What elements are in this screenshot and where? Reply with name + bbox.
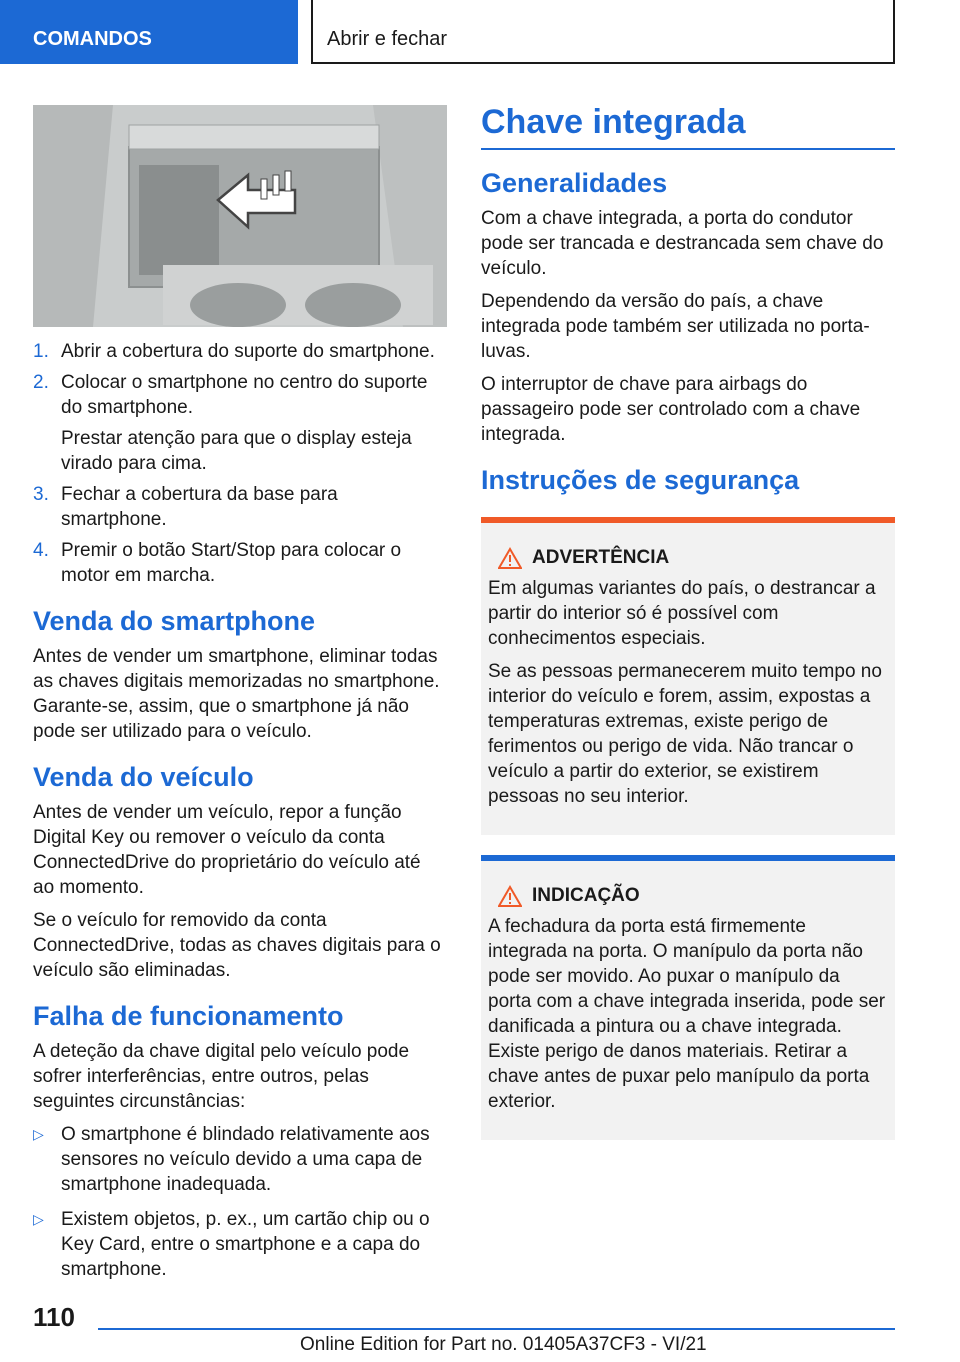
paragraph: Se as pessoas permanecerem muito tempo no interior do veículo e forem, assim, expostas a temperaturas extremas, existe perigo de ferimentos ou perigo de vida. Não trancar o veículo a partir do exterior, se existirem pessoas no seu interior. xyxy=(488,661,882,807)
step-text: Premir o botão Start/Stop para colocar o motor em marcha. xyxy=(61,540,402,586)
warning-header xyxy=(498,545,887,570)
chapter-tab xyxy=(311,0,895,64)
triangle-bullet-icon: ▷ xyxy=(33,1126,44,1142)
paragraph: Antes de vender um smartphone, eliminar todas as chaves digitais memorizadas no smartphone. Garante-se, assim, que o smartphone já não pode ser utilizado para o veículo. xyxy=(33,646,440,742)
notice-header xyxy=(498,883,887,908)
paragraph: Em algumas variantes do país, o destrancar a partir do interior só é possível com conhecimentos especiais. xyxy=(488,578,876,649)
list-item xyxy=(33,538,447,588)
warning-label: ADVERTÊNCIA xyxy=(532,547,670,568)
step-number: 4. xyxy=(33,540,49,561)
list-item xyxy=(33,1207,447,1282)
warning-triangle-icon xyxy=(498,547,522,569)
heading-sale-vehicle: Venda do veículo xyxy=(33,762,254,792)
step-note: Prestar atenção para que o display esteja virado para cima. xyxy=(61,428,412,474)
heading-safety: Instruções de segurança xyxy=(481,465,800,495)
heading-integrated-key: Chave integrada xyxy=(481,100,895,150)
step-text: Fechar a cobertura da base para smartphone. xyxy=(61,484,338,530)
right-column xyxy=(481,100,895,1140)
paragraph: A deteção da chave digital pelo veículo pode sofrer interferências, entre outros, pelas seguintes circunstâncias: xyxy=(33,1041,410,1112)
tab-divider xyxy=(311,0,313,64)
notice-box xyxy=(481,855,895,1140)
step-number: 2. xyxy=(33,372,49,393)
step-text: Abrir a cobertura do suporte do smartphone. xyxy=(61,341,435,362)
bullet-text: O smartphone é blindado relativamente aos sensores no veículo devido a uma capa de smartphone inadequada. xyxy=(61,1124,430,1195)
paragraph: Com a chave integrada, a porta do condutor pode ser trancada e destrancada sem chave do veículo. xyxy=(481,208,884,279)
section-title: COMANDOS xyxy=(33,28,152,50)
paragraph: O interruptor de chave para airbags do passageiro pode ser controlado com a chave integrada. xyxy=(481,374,861,445)
bullet-text: Existem objetos, p. ex., um cartão chip ou o Key Card, entre o smartphone e a capa do smartphone. xyxy=(61,1209,430,1280)
step-list xyxy=(33,339,447,588)
warning-triangle-icon xyxy=(498,885,522,907)
triangle-bullet-icon: ▷ xyxy=(33,1211,44,1227)
left-column xyxy=(33,105,447,1292)
paragraph: A fechadura da porta está firmemente integrada na porta. O manípulo da porta não pode ser movido. Ao puxar o manípulo da porta com a chave integrada inserida, pode ser danificada a pintura ou a chave integrada. Existe perigo de danos materiais. Retirar a chave antes de puxar pelo manípulo da porta exterior. xyxy=(488,916,886,1112)
paragraph: Dependendo da versão do país, a chave integrada pode também ser utilizada no porta-luvas. xyxy=(481,291,870,362)
heading-general: Generalidades xyxy=(481,168,668,198)
step-number: 1. xyxy=(33,341,49,362)
list-item xyxy=(33,482,447,532)
chapter-title: Abrir e fechar xyxy=(327,28,448,50)
heading-sale-phone: Venda do smartphone xyxy=(33,606,316,636)
bullet-list xyxy=(33,1122,447,1282)
edition-text: Online Edition for Part no. 01405A37CF3 - VI/21 xyxy=(300,1334,707,1355)
smartphone-holder-photo xyxy=(33,105,447,327)
list-item xyxy=(33,1122,447,1197)
paragraph: Se o veículo for removido da conta ConnectedDrive, todas as chaves digitais para o veículo são eliminadas. xyxy=(33,910,441,981)
warning-box xyxy=(481,517,895,835)
heading-malfunction: Falha de funcionamento xyxy=(33,1001,344,1031)
section-tab xyxy=(0,0,298,64)
page-number: 110 xyxy=(33,1302,75,1332)
step-text: Colocar o smartphone no centro do suporte do smartphone. xyxy=(61,372,428,418)
list-item xyxy=(33,339,447,364)
paragraph: Antes de vender um veículo, repor a função Digital Key ou remover o veículo da conta ConnectedDrive do proprietário do veículo até ao momento. xyxy=(33,802,421,898)
step-number: 3. xyxy=(33,484,49,505)
notice-label: INDICAÇÃO xyxy=(532,885,640,906)
footer-divider xyxy=(98,1328,895,1330)
list-item xyxy=(33,370,447,476)
